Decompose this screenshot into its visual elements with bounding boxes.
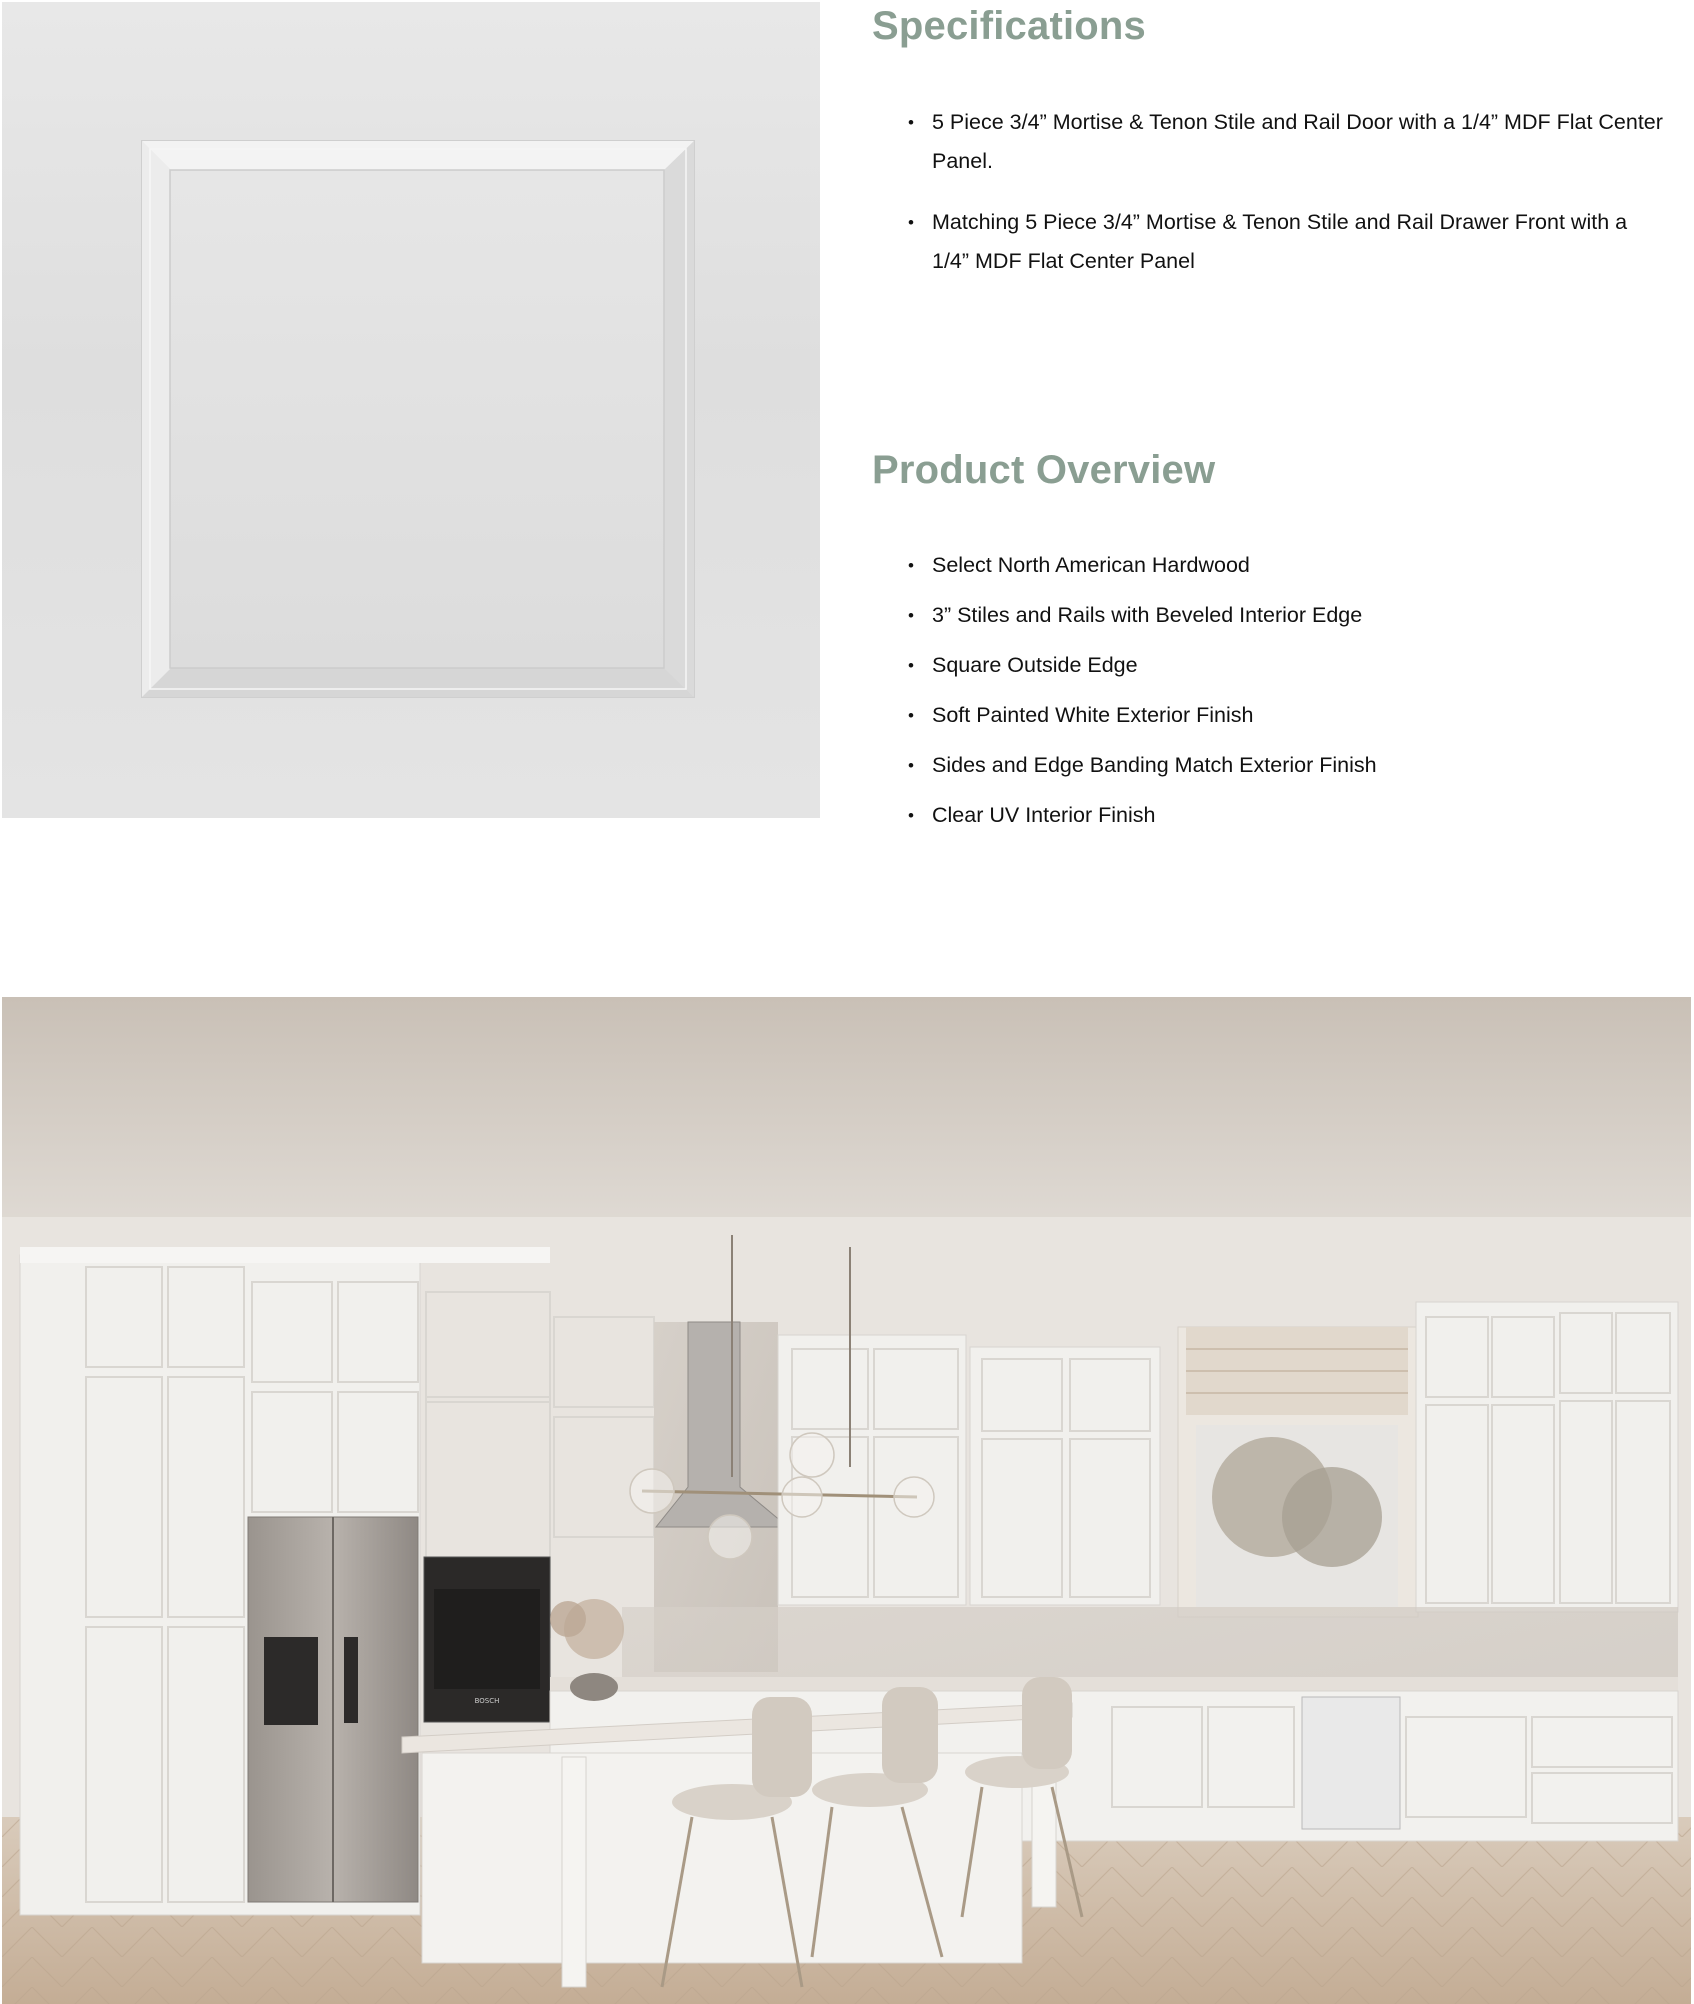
list-item <box>908 746 1668 785</box>
bullet-icon: • <box>908 556 914 575</box>
overview-item-text: Soft Painted White Exterior Finish <box>932 703 1254 727</box>
bullet-icon: • <box>908 213 914 232</box>
oven-brand-label: BOSCH <box>474 1697 500 1705</box>
list-item <box>908 646 1668 685</box>
spec-item-text: 5 Piece 3/4” Mortise & Tenon Stile and Rail Door with a 1/4” MDF Flat Center Panel. <box>932 110 1663 173</box>
shaker-door-panel-graphic <box>2 2 820 818</box>
product-overview-list <box>908 546 1668 846</box>
list-item <box>908 546 1668 585</box>
overview-item-text: Clear UV Interior Finish <box>932 803 1156 827</box>
kitchen-photo <box>2 997 1691 2004</box>
specifications-heading: Specifications <box>872 4 1146 48</box>
overview-item-text: Select North American Hardwood <box>932 553 1250 577</box>
specifications-list <box>908 103 1668 303</box>
overview-item-text: 3” Stiles and Rails with Beveled Interior Edge <box>932 603 1363 627</box>
spec-item-text: Matching 5 Piece 3/4” Mortise & Tenon Stile and Rail Drawer Front with a 1/4” MDF Flat Center Panel <box>932 210 1628 273</box>
kitchen-illustration <box>2 997 1691 2004</box>
door-sample-image <box>2 2 820 818</box>
bullet-icon: • <box>908 806 914 825</box>
list-item <box>908 696 1668 735</box>
overview-item-text: Square Outside Edge <box>932 653 1138 677</box>
bullet-icon: • <box>908 113 914 132</box>
bullet-icon: • <box>908 756 914 775</box>
list-item <box>908 596 1668 635</box>
list-item <box>908 796 1668 835</box>
bullet-icon: • <box>908 656 914 675</box>
bullet-icon: • <box>908 706 914 725</box>
list-item <box>908 203 1668 281</box>
list-item <box>908 103 1668 181</box>
bullet-icon: • <box>908 606 914 625</box>
product-overview-heading: Product Overview <box>872 448 1216 492</box>
overview-item-text: Sides and Edge Banding Match Exterior Finish <box>932 753 1377 777</box>
